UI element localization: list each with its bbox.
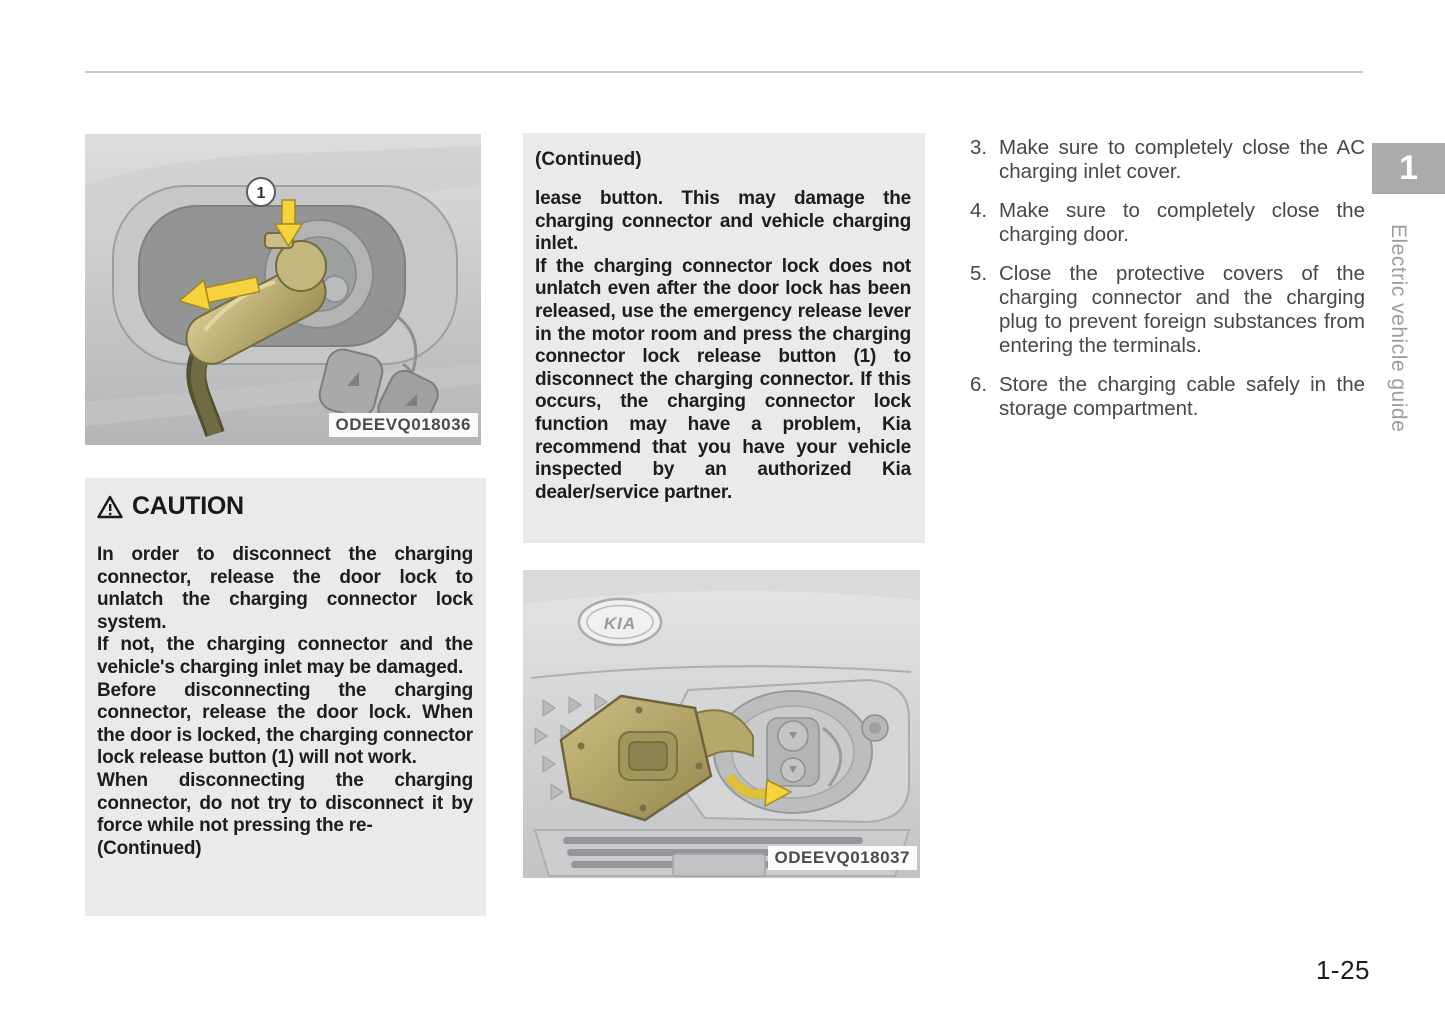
caution-paragraph: When disconnecting the charging connector, do not try to disconnect it by force while not pressing the re- <box>97 769 473 837</box>
list-item <box>970 373 1365 421</box>
header-rule <box>85 71 1363 73</box>
figure-charging-door <box>523 570 920 878</box>
chapter-title-vertical: Electric vehicle guide <box>1387 224 1410 433</box>
step-text: Close the protective covers of the charging connector and the charging plug to prevent foreign substances from entering the terminals. <box>999 262 1365 357</box>
callout-1-badge <box>247 178 275 206</box>
continued-paragraph: lease button. This may damage the charging connector and vehicle charging inlet. <box>535 188 911 255</box>
list-item <box>970 136 1365 184</box>
figure-code: ODEEVQ018036 <box>329 413 478 437</box>
svg-text:KIA: KIA <box>603 614 637 633</box>
step-number: 4. <box>970 199 988 222</box>
continued-label: (Continued) <box>535 149 642 170</box>
step-text: Make sure to completely close the AC charging inlet cover. <box>999 136 1365 183</box>
caution-box <box>85 478 486 916</box>
svg-text:1: 1 <box>256 185 266 202</box>
caution-title <box>97 492 473 521</box>
page-number: 1-25 <box>1315 955 1370 985</box>
figure-charging-connector <box>85 134 481 445</box>
warning-triangle-icon <box>97 495 123 519</box>
chapter-tab: 1 <box>1372 143 1445 194</box>
list-item <box>970 262 1365 358</box>
caution-continued-label: (Continued) <box>97 837 202 859</box>
step-number: 6. <box>970 373 988 396</box>
list-item <box>970 199 1365 247</box>
step-text: Store the charging cable safely in the storage compartment. <box>999 373 1365 420</box>
caution-paragraph: Before disconnecting the charging connector, release the door lock. When the door is locked, the charging connector lock release button (1) will not work. <box>97 679 473 769</box>
step-number: 3. <box>970 136 988 159</box>
continued-paragraph: If the charging connector lock does not unlatch even after the door lock has been released, use the emergency release lever in the motor room and press the charging connector lock release button (1) to disconnect the charging connector. If this occurs, the charging connector lock function may have a problem, Kia recommend that you have your vehicle inspected by an authorized Kia dealer/service partner. <box>535 255 911 503</box>
steps-list <box>970 136 1365 436</box>
caution-paragraph: In order to disconnect the charging connector, release the door lock to unlatch the charging connector lock system. <box>97 544 473 633</box>
charging-door-illustration <box>523 570 920 878</box>
caution-paragraph: If not, the charging connector and the vehicle's charging inlet may be damaged. <box>97 634 473 678</box>
step-text: Make sure to completely close the charging door. <box>999 199 1365 246</box>
figure-code: ODEEVQ018037 <box>768 846 917 870</box>
step-number: 5. <box>970 262 988 285</box>
continued-box <box>523 133 925 543</box>
kia-logo <box>579 599 661 645</box>
caution-title-text: CAUTION <box>132 492 244 520</box>
charging-connector-illustration <box>85 134 481 445</box>
